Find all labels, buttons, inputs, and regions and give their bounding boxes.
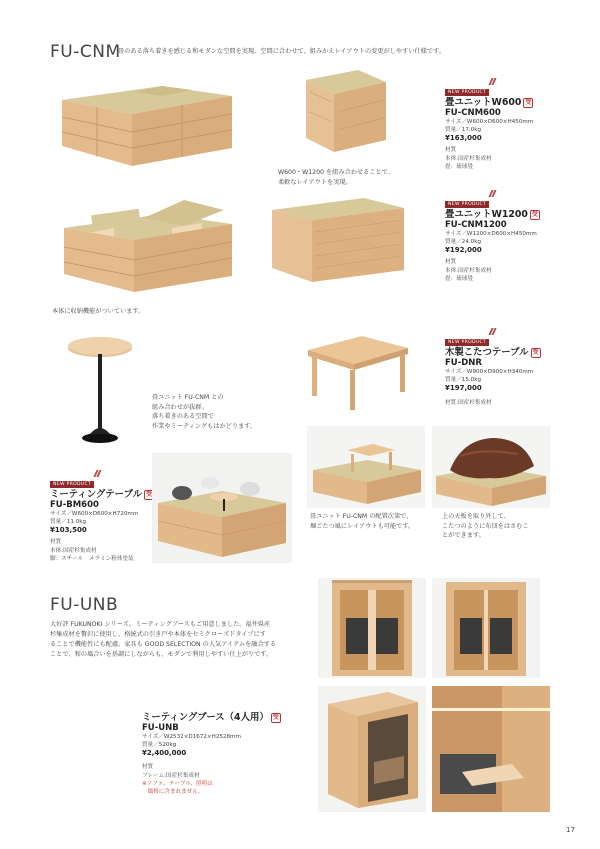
photo-booth-front-2: [432, 578, 540, 678]
product-weight: 質量／24.0kg: [445, 239, 482, 246]
product-code: FU-CNM1200: [445, 220, 507, 230]
made-to-order-mark: 受: [532, 348, 539, 356]
made-to-order-mark: 受: [525, 98, 532, 106]
product-price: ¥163,000: [445, 134, 482, 143]
photo-tatami-w1200: [268, 188, 408, 293]
product-weight: 質量／520kg: [142, 742, 177, 749]
product-size: サイズ／W900×D900×H340mm: [445, 369, 534, 375]
made-to-order-mark: 受: [531, 210, 538, 218]
product-card-fu-cnm1200: [445, 190, 585, 283]
product-price: ¥103,500: [50, 526, 87, 535]
made-to-order-mark: 受: [145, 490, 152, 498]
product-name: ミーティングブース（4人用）: [142, 712, 269, 723]
photo-booth-interior: [432, 686, 550, 812]
material-line: 脚：スチール メラミン粉体塗装: [50, 555, 134, 562]
material-line: 本体:国産杉集成材: [50, 547, 97, 554]
product-name: 木製こたつテーブル: [445, 347, 529, 358]
product-size: サイズ／W600×D600×H450mm: [445, 119, 534, 125]
product-code: FU-DNR: [445, 358, 482, 368]
product-code: FU-CNM600: [445, 108, 501, 118]
product-size: サイズ／W2532×D1672×H2528mm: [142, 734, 241, 740]
section-lead-unb: 大好評 FUKUNOKI シリーズ。ミーティングブースもご用意しました。福井県産 杉集成材を贅沢に使用し、格統式の引き戸や本体をセミクローズドタイプにす ることで機能性にも配慮。家具も GOOD SELECTION の人気アイテムを融合する ことで、和の風合いを基調にしながらも、モダンで利用しやすい仕上がりです。: [50, 621, 277, 658]
product-code: FU-BM600: [50, 500, 99, 510]
product-card-fu-dnr: [445, 328, 585, 408]
product-weight: 質量／17.0kg: [445, 127, 482, 134]
photo-meeting-set: [152, 453, 292, 563]
product-size: サイズ／W600×D600×H720mm: [50, 511, 139, 517]
photo-kotatsu-table: [300, 322, 415, 410]
photo-tatami-storage-open: [52, 192, 242, 302]
new-product-badge: NEW PRODUCT: [445, 339, 489, 346]
material-line: 本体:国産杉集成材: [445, 267, 492, 274]
product-name: ミーティングテーブル: [50, 489, 142, 500]
material-line: 本体:国産杉集成材: [445, 155, 492, 162]
price-note: ※ソファ、テーブル、照明は: [142, 780, 213, 787]
product-name: 畳ユニットW600: [445, 97, 522, 108]
material-label: 材質: [445, 147, 457, 154]
photo-tatami-w600: [298, 62, 392, 160]
product-weight: 質量／15.0kg: [445, 377, 482, 384]
page-number: 17: [566, 826, 575, 834]
product-price: ¥192,000: [445, 246, 482, 255]
section-lead-cnm: 畳のある落ち着きを感じる和モダンな空間を実現。空間に合わせて、組みかえレイアウトの変更がしやすい仕様です。: [118, 48, 445, 55]
product-card-fu-cnm600: [445, 78, 585, 171]
photo-meeting-table: [60, 332, 140, 450]
product-card-fu-bm600: [50, 470, 160, 563]
product-size: サイズ／W1200×D600×H450mm: [445, 231, 537, 237]
material-line: フレーム:国産杉集成材: [142, 772, 200, 779]
product-price: ¥2,400,000: [142, 749, 187, 758]
photo-tatami-arrangement: [52, 62, 242, 177]
section-title-cnm: FU-CNM: [50, 42, 121, 62]
photo-booth-exterior: [318, 686, 426, 812]
product-code: FU-UNB: [142, 723, 179, 733]
photo-futon-kotatsu: [432, 426, 550, 508]
product-card-fu-unb: [142, 712, 312, 796]
caption-hori-layout: 畳ユニット FU-CNM の配置次第で、 堀ごたつ風にレイアウトも可能です。: [310, 513, 415, 530]
material-label: 材質: [445, 259, 457, 266]
material-label: 材質: [50, 539, 62, 546]
product-weight: 質量／11.0kg: [50, 519, 87, 526]
material-label: 材質: [142, 764, 154, 771]
section-title-unb: FU-UNB: [50, 595, 119, 615]
made-to-order-mark: 受: [272, 713, 279, 721]
price-note: 価格に含まれません。: [142, 789, 204, 796]
caption-futon: 上の天板を取り外して、 こたつのように布団をはさむこ とができます。: [442, 513, 529, 539]
new-product-badge: NEW PRODUCT: [445, 89, 489, 96]
material-line: 材質:国産杉集成材: [445, 400, 492, 407]
material-line: 畳：琉球畳: [445, 275, 473, 282]
photo-booth-front-1: [318, 578, 426, 678]
caption-combine: W600・W1200 を組み合わせることで、 柔軟なレイアウトを実現。: [278, 169, 394, 186]
photo-hori-kotatsu-layout: [307, 426, 425, 508]
caption-kotatsu-combo: 畳ユニット FU-CNM との 組み合わせが抜群。 落ち着きのある空間で 作業やミーティングもはかどります。: [152, 394, 257, 430]
material-line: 畳：琉球畳: [445, 163, 473, 170]
caption-storage: 本体に収納機能がついています。: [52, 308, 145, 315]
new-product-badge: NEW PRODUCT: [445, 201, 489, 208]
product-name: 畳ユニットW1200: [445, 209, 528, 220]
new-product-badge: NEW PRODUCT: [50, 481, 94, 488]
product-price: ¥197,000: [445, 384, 482, 393]
